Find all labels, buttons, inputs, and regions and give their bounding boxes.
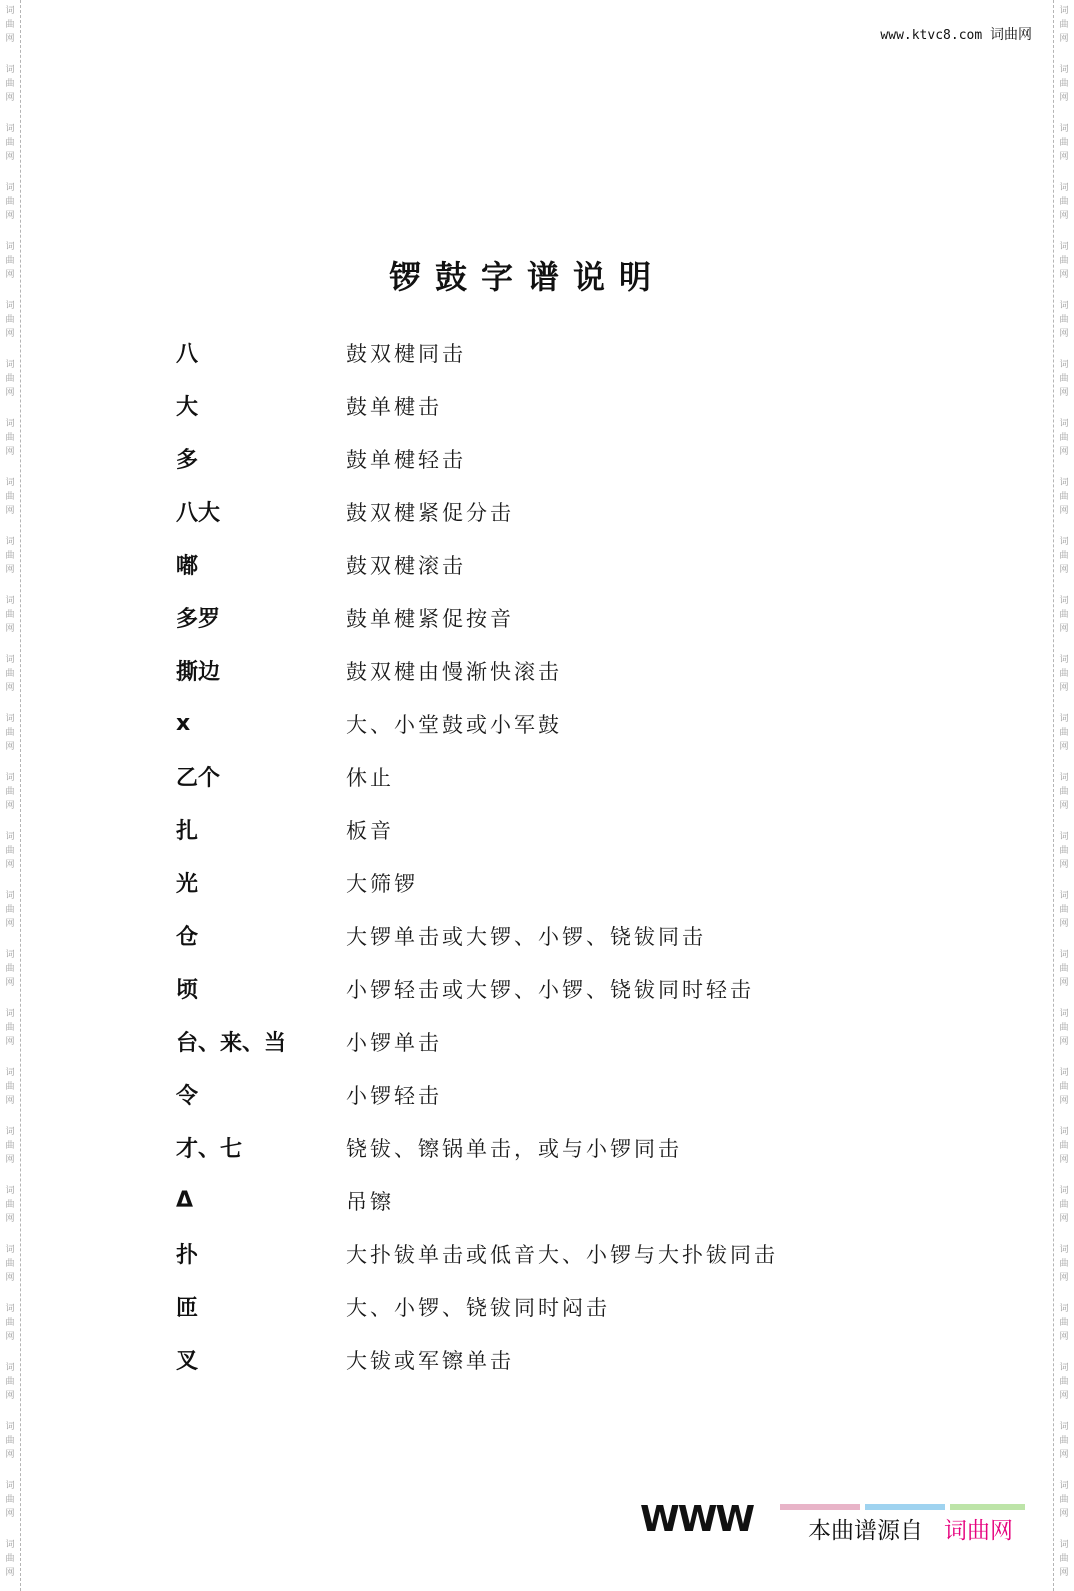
watermark-char: 词 [1059, 1304, 1069, 1314]
watermark-char: 网 [5, 211, 15, 221]
watermark-char: 曲 [1059, 1318, 1069, 1328]
legend-description: 板音 [346, 818, 394, 843]
margin-watermark [0, 358, 20, 400]
watermark-char: 曲 [5, 1259, 15, 1269]
site-url[interactable]: www.ktvc8.com [880, 28, 983, 43]
margin-watermark [0, 1184, 20, 1226]
margin-watermark [0, 712, 20, 754]
margin-watermark [1054, 594, 1074, 636]
watermark-char: 词 [1059, 596, 1069, 606]
legend-symbol: 扑 [176, 1243, 199, 1268]
watermark-char: 曲 [1059, 1200, 1069, 1210]
watermark-char: 词 [5, 1363, 15, 1373]
legend-row [176, 1174, 876, 1227]
site-name: 词曲网 [990, 27, 1032, 43]
margin-watermark [0, 1125, 20, 1167]
margin-watermark [0, 417, 20, 459]
watermark-char: 曲 [5, 315, 15, 325]
watermark-char: 网 [1059, 1450, 1069, 1460]
watermark-char: 词 [5, 6, 15, 16]
watermark-char: 曲 [1059, 787, 1069, 797]
watermark-char: 曲 [1059, 20, 1069, 30]
left-margin [0, 0, 21, 1591]
watermark-char: 网 [1059, 1037, 1069, 1047]
watermark-char: 曲 [5, 1436, 15, 1446]
watermark-char: 曲 [5, 256, 15, 266]
watermark-char: 词 [1059, 832, 1069, 842]
watermark-char: 词 [5, 360, 15, 370]
legend-symbol: 才、七 [176, 1137, 243, 1162]
watermark-char: 曲 [1059, 374, 1069, 384]
watermark-char: 词 [1059, 124, 1069, 134]
watermark-char: 词 [1059, 1127, 1069, 1137]
watermark-char: 网 [5, 506, 15, 516]
margin-watermark [1054, 1184, 1074, 1226]
margin-watermark [1054, 1066, 1074, 1108]
margin-watermark [0, 1066, 20, 1108]
margin-watermark [0, 299, 20, 341]
margin-watermark [1054, 299, 1074, 341]
margin-watermark [1054, 771, 1074, 813]
watermark-char: 曲 [5, 846, 15, 856]
watermark-char: 词 [1059, 301, 1069, 311]
watermark-char: 词 [1059, 1009, 1069, 1019]
legend-description: 大筛锣 [346, 871, 418, 896]
watermark-char: 曲 [1059, 138, 1069, 148]
margin-watermark [1054, 1007, 1074, 1049]
margin-watermark [1054, 1302, 1074, 1344]
watermark-char: 曲 [5, 1200, 15, 1210]
legend-description: 小锣轻击 [346, 1083, 442, 1108]
watermark-char: 词 [5, 1304, 15, 1314]
watermark-char: 词 [5, 950, 15, 960]
watermark-char: 网 [5, 1037, 15, 1047]
watermark-char: 曲 [5, 1318, 15, 1328]
legend-row [176, 962, 876, 1015]
watermark-char: 词 [5, 1009, 15, 1019]
watermark-char: 曲 [5, 197, 15, 207]
watermark-char: 曲 [5, 610, 15, 620]
footer-source-label: 本曲谱源自 [808, 1518, 923, 1544]
margin-watermark [0, 535, 20, 577]
watermark-char: 词 [5, 65, 15, 75]
legend-description: 小锣轻击或大锣、小锣、铙钹同时轻击 [346, 977, 754, 1002]
site-header [880, 24, 1032, 44]
margin-watermark [1054, 417, 1074, 459]
watermark-char: 网 [1059, 1509, 1069, 1519]
watermark-char: 词 [1059, 1481, 1069, 1491]
watermark-char: 网 [1059, 270, 1069, 280]
watermark-char: 网 [5, 1391, 15, 1401]
legend-symbol: 台、来、当 [176, 1031, 287, 1056]
watermark-char: 网 [1059, 152, 1069, 162]
watermark-char: 曲 [5, 492, 15, 502]
watermark-char: 曲 [5, 1554, 15, 1564]
margin-watermark [0, 122, 20, 164]
watermark-char: 网 [5, 34, 15, 44]
notation-legend [176, 326, 876, 1386]
legend-description: 吊镲 [346, 1189, 394, 1214]
legend-symbol: 乙个 [176, 766, 221, 791]
watermark-char: 网 [1059, 506, 1069, 516]
watermark-char: 曲 [1059, 1495, 1069, 1505]
margin-watermark [1054, 1479, 1074, 1521]
legend-description: 鼓双楗同击 [346, 341, 466, 366]
watermark-char: 词 [1059, 183, 1069, 193]
watermark-char: 曲 [1059, 1082, 1069, 1092]
watermark-char: 词 [5, 1068, 15, 1078]
legend-row [176, 1121, 876, 1174]
watermark-char: 词 [1059, 360, 1069, 370]
watermark-char: 曲 [5, 905, 15, 915]
legend-symbol: 光 [176, 872, 199, 897]
legend-description: 鼓单楗击 [346, 394, 442, 419]
watermark-char: 词 [5, 1245, 15, 1255]
watermark-char: 曲 [1059, 669, 1069, 679]
margin-watermark [0, 594, 20, 636]
watermark-char: 网 [5, 1509, 15, 1519]
legend-row [176, 538, 876, 591]
watermark-char: 网 [1059, 1096, 1069, 1106]
margin-watermark [0, 1361, 20, 1403]
margin-watermark [0, 1479, 20, 1521]
watermark-char: 曲 [1059, 1141, 1069, 1151]
watermark-char: 网 [1059, 683, 1069, 693]
watermark-char: 网 [1059, 447, 1069, 457]
margin-watermark [0, 63, 20, 105]
legend-description: 鼓双楗滚击 [346, 553, 466, 578]
margin-watermark [0, 830, 20, 872]
watermark-char: 曲 [5, 20, 15, 30]
watermark-char: 曲 [5, 964, 15, 974]
watermark-char: 词 [5, 655, 15, 665]
watermark-char: 曲 [1059, 315, 1069, 325]
margin-watermark [0, 1007, 20, 1049]
margin-watermark [1054, 240, 1074, 282]
legend-symbol: 顷 [176, 978, 199, 1003]
margin-watermark [0, 4, 20, 46]
logo-stripe-blue [865, 1504, 945, 1510]
legend-description: 小锣单击 [346, 1030, 442, 1055]
margin-watermark [1054, 948, 1074, 990]
legend-row [176, 697, 876, 750]
margin-watermark [1054, 712, 1074, 754]
watermark-char: 词 [5, 714, 15, 724]
margin-watermark [1054, 476, 1074, 518]
legend-description: 大、小锣、铙钹同时闷击 [346, 1295, 610, 1320]
margin-watermark [1054, 889, 1074, 931]
margin-watermark [1054, 535, 1074, 577]
margin-watermark [1054, 830, 1074, 872]
margin-watermark [1054, 1538, 1074, 1580]
legend-row [176, 1280, 876, 1333]
legend-symbol: 嘟 [176, 554, 199, 579]
watermark-char: 词 [1059, 6, 1069, 16]
watermark-char: 曲 [1059, 197, 1069, 207]
margin-watermark [1054, 1243, 1074, 1285]
legend-row [176, 803, 876, 856]
watermark-char: 网 [5, 860, 15, 870]
watermark-char: 词 [5, 1127, 15, 1137]
legend-row [176, 750, 876, 803]
watermark-char: 曲 [5, 433, 15, 443]
legend-symbol: 撕边 [176, 660, 221, 685]
watermark-char: 网 [5, 919, 15, 929]
legend-symbol: 叉 [176, 1349, 199, 1374]
legend-symbol: 八 [176, 342, 199, 367]
watermark-char: 网 [1059, 1273, 1069, 1283]
watermark-char: 曲 [1059, 492, 1069, 502]
watermark-char: 曲 [1059, 256, 1069, 266]
watermark-char: 曲 [5, 728, 15, 738]
margin-watermark [0, 1302, 20, 1344]
watermark-char: 词 [1059, 891, 1069, 901]
watermark-char: 曲 [5, 138, 15, 148]
watermark-char: 网 [5, 329, 15, 339]
watermark-char: 曲 [5, 1141, 15, 1151]
watermark-char: 网 [5, 1155, 15, 1165]
legend-symbol: 扎 [176, 819, 199, 844]
legend-symbol: x [176, 711, 191, 736]
watermark-char: 曲 [1059, 964, 1069, 974]
watermark-char: 网 [1059, 919, 1069, 929]
margin-watermark [1054, 1125, 1074, 1167]
watermark-char: 词 [5, 419, 15, 429]
legend-description: 鼓单楗轻击 [346, 447, 466, 472]
watermark-char: 曲 [5, 1495, 15, 1505]
legend-row [176, 644, 876, 697]
watermark-char: 词 [1059, 1540, 1069, 1550]
legend-description: 休止 [346, 765, 394, 790]
watermark-char: 曲 [1059, 905, 1069, 915]
legend-row [176, 379, 876, 432]
watermark-char: 曲 [1059, 79, 1069, 89]
watermark-char: 网 [1059, 34, 1069, 44]
page-title: 锣鼓字谱说明 [388, 258, 665, 296]
watermark-char: 网 [1059, 978, 1069, 988]
watermark-char: 曲 [1059, 433, 1069, 443]
margin-watermark [0, 1420, 20, 1462]
watermark-char: 曲 [1059, 610, 1069, 620]
margin-watermark [1054, 4, 1074, 46]
watermark-char: 词 [1059, 65, 1069, 75]
watermark-char: 词 [1059, 714, 1069, 724]
legend-description: 鼓双楗紧促分击 [346, 500, 514, 525]
watermark-char: 曲 [1059, 1259, 1069, 1269]
watermark-char: 网 [1059, 624, 1069, 634]
margin-watermark [0, 948, 20, 990]
margin-watermark [1054, 358, 1074, 400]
legend-symbol: 仓 [176, 925, 199, 950]
watermark-char: 词 [1059, 537, 1069, 547]
legend-description: 大扑钹单击或低音大、小锣与大扑钹同击 [346, 1242, 778, 1267]
footer-logo-text: WWW [640, 1500, 754, 1540]
legend-symbol: 多 [176, 448, 199, 473]
legend-symbol: 多罗 [176, 607, 221, 632]
watermark-char: 曲 [5, 669, 15, 679]
footer-brand-link[interactable]: 词曲网 [944, 1518, 1013, 1544]
watermark-char: 词 [1059, 1186, 1069, 1196]
legend-row [176, 485, 876, 538]
watermark-char: 曲 [1059, 1554, 1069, 1564]
legend-description: 大锣单击或大锣、小锣、铙钹同击 [346, 924, 706, 949]
legend-row [176, 1015, 876, 1068]
watermark-char: 曲 [1059, 1377, 1069, 1387]
watermark-char: 网 [1059, 565, 1069, 575]
watermark-char: 词 [5, 773, 15, 783]
watermark-char: 词 [1059, 478, 1069, 488]
watermark-char: 词 [1059, 1068, 1069, 1078]
legend-row [176, 326, 876, 379]
legend-row [176, 856, 876, 909]
watermark-char: 网 [5, 447, 15, 457]
margin-watermark [0, 1538, 20, 1580]
watermark-char: 曲 [1059, 728, 1069, 738]
watermark-char: 网 [5, 1332, 15, 1342]
watermark-char: 网 [5, 270, 15, 280]
watermark-char: 网 [5, 93, 15, 103]
legend-row [176, 1068, 876, 1121]
watermark-char: 网 [1059, 1155, 1069, 1165]
legend-description: 鼓双楗由慢渐快滚击 [346, 659, 562, 684]
watermark-char: 词 [1059, 242, 1069, 252]
legend-row [176, 909, 876, 962]
watermark-char: 词 [5, 891, 15, 901]
margin-watermark [1054, 122, 1074, 164]
watermark-char: 词 [5, 832, 15, 842]
margin-watermark [1054, 181, 1074, 223]
watermark-char: 词 [1059, 1363, 1069, 1373]
watermark-char: 网 [5, 1214, 15, 1224]
watermark-char: 网 [5, 683, 15, 693]
watermark-char: 网 [5, 1450, 15, 1460]
watermark-char: 词 [5, 1481, 15, 1491]
legend-symbol: 匝 [176, 1296, 199, 1321]
watermark-char: 网 [5, 624, 15, 634]
logo-stripe-pink [780, 1504, 860, 1510]
watermark-char: 词 [5, 1540, 15, 1550]
watermark-char: 网 [1059, 1214, 1069, 1224]
watermark-char: 词 [1059, 655, 1069, 665]
margin-watermark [0, 653, 20, 695]
legend-description: 大钹或军镲单击 [346, 1348, 514, 1373]
watermark-char: 词 [1059, 773, 1069, 783]
legend-symbol: 大 [176, 395, 199, 420]
watermark-char: 曲 [5, 79, 15, 89]
watermark-char: 词 [5, 1422, 15, 1432]
legend-symbol: 令 [176, 1084, 199, 1109]
watermark-char: 曲 [5, 551, 15, 561]
watermark-char: 网 [5, 801, 15, 811]
watermark-char: 词 [1059, 1422, 1069, 1432]
watermark-char: 曲 [5, 1082, 15, 1092]
watermark-char: 网 [1059, 1391, 1069, 1401]
margin-watermark [1054, 1361, 1074, 1403]
margin-watermark [1054, 653, 1074, 695]
margin-watermark [0, 476, 20, 518]
margin-watermark [1054, 63, 1074, 105]
watermark-char: 网 [1059, 93, 1069, 103]
watermark-char: 网 [1059, 1568, 1069, 1578]
watermark-char: 词 [5, 596, 15, 606]
watermark-char: 网 [1059, 742, 1069, 752]
logo-stripe-green [950, 1504, 1025, 1510]
watermark-char: 词 [5, 478, 15, 488]
watermark-char: 词 [1059, 1245, 1069, 1255]
watermark-char: 网 [5, 152, 15, 162]
watermark-char: 词 [5, 537, 15, 547]
watermark-char: 网 [1059, 211, 1069, 221]
right-margin [1053, 0, 1074, 1591]
margin-watermark [0, 889, 20, 931]
watermark-char: 网 [5, 1096, 15, 1106]
margin-watermark [0, 181, 20, 223]
legend-description: 大、小堂鼓或小军鼓 [346, 712, 562, 737]
legend-row [176, 432, 876, 485]
watermark-char: 词 [1059, 950, 1069, 960]
watermark-char: 网 [1059, 388, 1069, 398]
legend-symbol: Δ [176, 1188, 194, 1213]
watermark-char: 网 [5, 978, 15, 988]
watermark-char: 曲 [5, 787, 15, 797]
legend-row [176, 1227, 876, 1280]
watermark-char: 网 [5, 1568, 15, 1578]
watermark-char: 曲 [5, 374, 15, 384]
watermark-char: 网 [1059, 801, 1069, 811]
watermark-char: 曲 [5, 1377, 15, 1387]
legend-description: 鼓单楗紧促按音 [346, 606, 514, 631]
watermark-char: 网 [1059, 329, 1069, 339]
watermark-char: 曲 [1059, 1023, 1069, 1033]
watermark-char: 网 [1059, 860, 1069, 870]
watermark-char: 网 [5, 388, 15, 398]
watermark-char: 词 [5, 124, 15, 134]
legend-symbol: 八大 [176, 501, 221, 526]
watermark-char: 曲 [1059, 1436, 1069, 1446]
watermark-char: 网 [5, 565, 15, 575]
watermark-char: 网 [5, 742, 15, 752]
legend-row [176, 1333, 876, 1386]
watermark-char: 词 [1059, 419, 1069, 429]
margin-watermark [0, 1243, 20, 1285]
legend-description: 铙钹、镲锅单击，或与小锣同击 [346, 1136, 682, 1161]
watermark-char: 曲 [1059, 846, 1069, 856]
watermark-char: 词 [5, 301, 15, 311]
margin-watermark [1054, 1420, 1074, 1462]
watermark-char: 曲 [5, 1023, 15, 1033]
watermark-char: 词 [5, 183, 15, 193]
watermark-char: 网 [5, 1273, 15, 1283]
margin-watermark [0, 771, 20, 813]
watermark-char: 曲 [1059, 551, 1069, 561]
legend-row [176, 591, 876, 644]
watermark-char: 词 [5, 242, 15, 252]
watermark-char: 词 [5, 1186, 15, 1196]
watermark-char: 网 [1059, 1332, 1069, 1342]
